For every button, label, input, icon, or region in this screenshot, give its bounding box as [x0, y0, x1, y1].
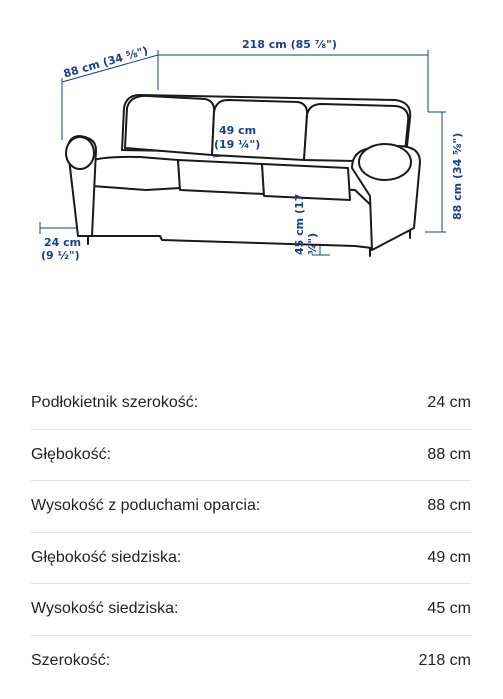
sofa-dimension-diagram	[0, 0, 503, 280]
spec-label: Wysokość z poduchami oparcia:	[31, 497, 261, 515]
spec-row-seat-height	[31, 584, 471, 636]
spec-value: 88 cm	[427, 497, 471, 515]
seat-height-label: 45 cm (17 ¾")	[293, 193, 319, 255]
depth-dimension-label: 88 cm (34 ⅝")	[62, 43, 150, 81]
dimensions-spec-list	[31, 378, 471, 686]
spec-value: 88 cm	[427, 445, 471, 463]
spec-row-height-with-back-cushions	[31, 481, 471, 533]
spec-row-width	[31, 636, 471, 687]
spec-label: Podłokietnik szerokość:	[31, 394, 199, 412]
spec-label: Głębokość siedziska:	[31, 548, 182, 566]
width-dimension-label: 218 cm (85 ⅞")	[242, 38, 337, 51]
spec-value: 218 cm	[418, 651, 471, 669]
spec-row-seat-depth	[31, 533, 471, 585]
sofa-outline	[66, 95, 420, 256]
spec-value: 45 cm	[427, 600, 471, 618]
spec-row-armrest-width	[31, 378, 471, 430]
spec-row-depth	[31, 430, 471, 482]
spec-value: 49 cm	[427, 548, 471, 566]
armrest-width-label-line2: (9 ½")	[41, 249, 80, 262]
seat-depth-label-line1: 49 cm	[219, 124, 257, 137]
seat-depth-label-line2: (19 ¼")	[214, 138, 261, 151]
spec-label: Szerokość:	[31, 651, 111, 669]
spec-value: 24 cm	[427, 394, 471, 412]
spec-label: Wysokość siedziska:	[31, 600, 179, 618]
height-dimension-label: 88 cm (34 ⅝")	[451, 132, 464, 220]
spec-label: Głębokość:	[31, 445, 112, 463]
armrest-width-label-line1: 24 cm	[44, 236, 82, 249]
